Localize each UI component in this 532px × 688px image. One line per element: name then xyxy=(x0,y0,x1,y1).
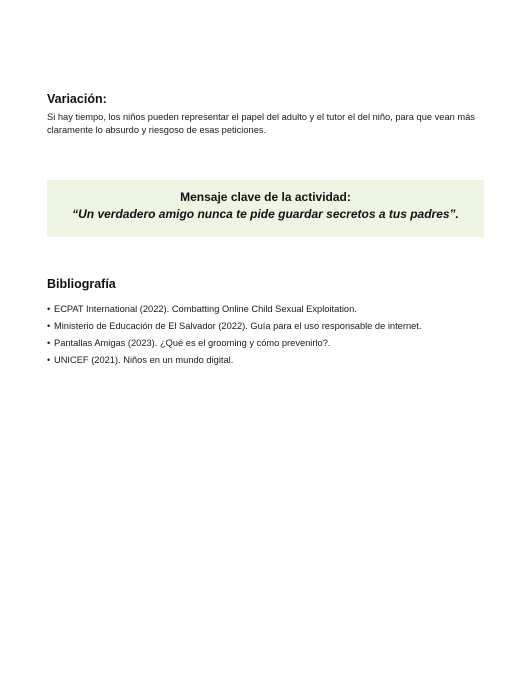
bullet-icon: • xyxy=(47,338,51,348)
bibliography-item xyxy=(47,301,497,318)
variation-text: Si hay tiempo, los niños pueden representar el papel del adulto y el tutor el del niño, para que vean más claramente lo absurdo y riesgoso de esas peticiones. xyxy=(47,112,475,135)
bibliography-item-text: UNICEF (2021). Niños en un mundo digital. xyxy=(54,355,234,365)
bibliography-item xyxy=(47,335,497,352)
bibliography-item xyxy=(47,318,497,335)
bullet-icon: • xyxy=(47,355,51,365)
bullet-icon: • xyxy=(47,304,51,314)
key-message-title: Mensaje clave de la actividad: xyxy=(180,190,351,204)
key-message-quote: “Un verdadero amigo nunca te pide guardar secretos a tus padres”. xyxy=(72,207,459,221)
variation-heading: Variación: xyxy=(47,92,107,106)
bibliography-list xyxy=(47,301,497,369)
bibliography-item-text: Pantallas Amigas (2023). ¿Qué es el grooming y cómo prevenirlo?. xyxy=(54,338,331,348)
bibliography-heading: Bibliografía xyxy=(47,277,116,291)
bibliography-item-text: Ministerio de Educación de El Salvador (2022). Guía para el uso responsable de internet. xyxy=(54,321,422,331)
bibliography-item-text: ECPAT International (2022). Combatting Online Child Sexual Exploitation. xyxy=(54,304,357,314)
key-message-box xyxy=(47,180,484,237)
bibliography-item xyxy=(47,352,497,369)
bullet-icon: • xyxy=(47,321,51,331)
